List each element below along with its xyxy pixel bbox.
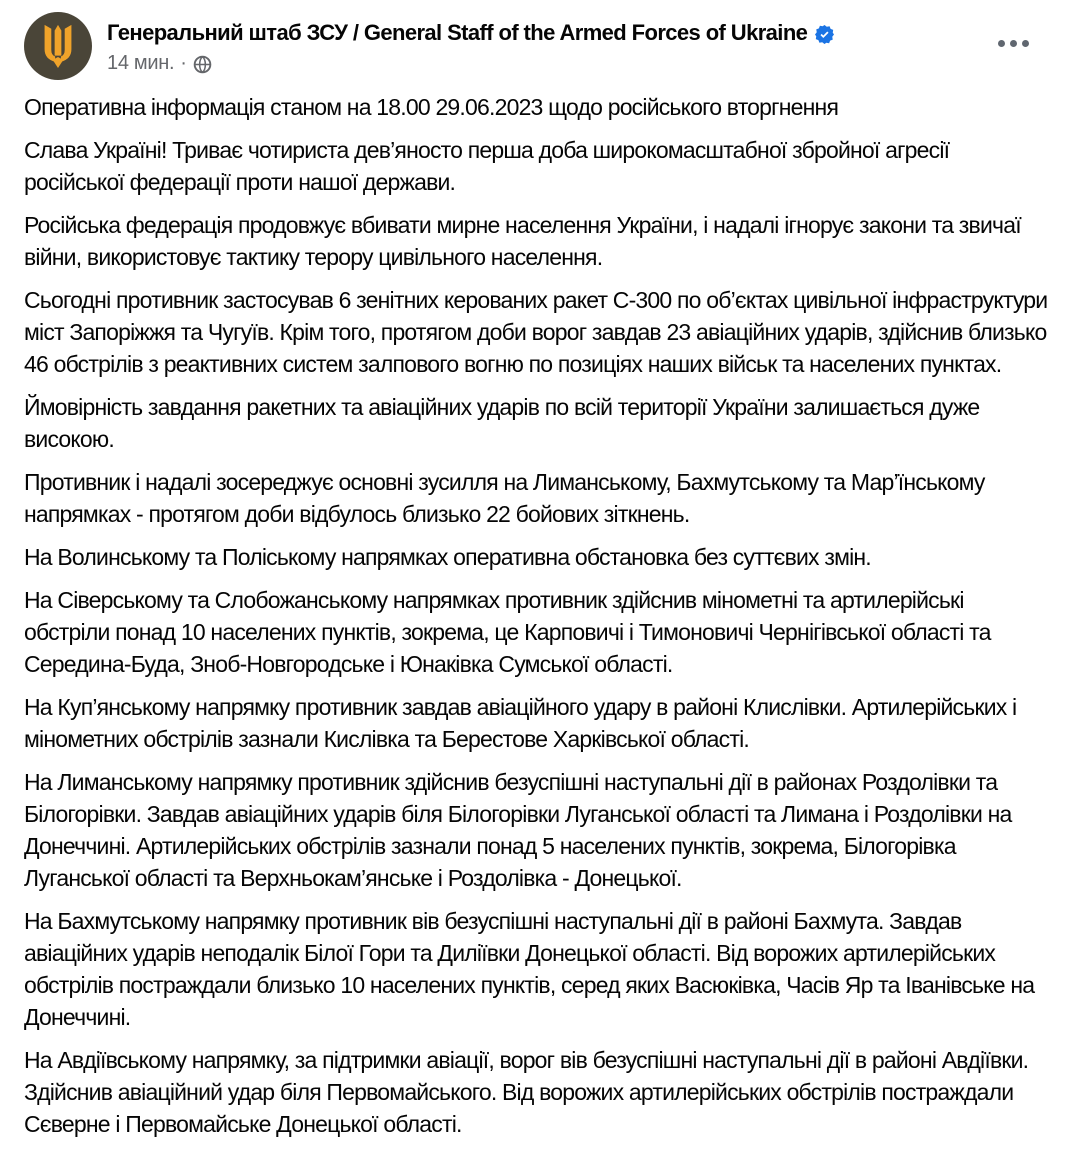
post-paragraph: Сьогодні противник застосував 6 зенітних керованих ракет С-300 по об’єктах цивільної інфраструктури міст Запоріжжя та Чугуїв. Крім того, протягом доби ворог завдав 23 авіаційних ударів, здійснив близько 46 обстрілів з реактивних систем залпового вогню по позиціях наших військ та населених пунктах.: [24, 287, 1048, 377]
more-dot: [998, 40, 1005, 47]
post-paragraph: На Авдіївському напрямку, за підтримки авіації, ворог вів безуспішні наступальні дії в районі Авдіївки. Здійснив авіаційний удар біля Первомайського. Від ворожих артилерійських обстрілів постраждали Сєверне і Первомайське Донецької області.: [24, 1047, 1029, 1137]
post-paragraph: На Бахмутському напрямку противник вів безуспішні наступальні дії в районі Бахмута. Завдав авіаційних ударів неподалік Білої Гори та Диліївки Донецької області. Від ворожих артилерійських обстрілів постраждали близько 10 населених пунктів, серед яких Васюківка, Часів Яр та Іванівське на Донеччині.: [24, 908, 1035, 1030]
post-meta: [107, 52, 834, 75]
post-text: [0, 80, 1073, 1140]
post-paragraph: На Сіверському та Слобожанському напрямках противник здійснив мінометні та артилерійські обстріли понад 10 населених пунктів, зокрема, це Карповичі і Тимоновичі Чернігівської області та Середина-Буда, Зноб-Новгородське і Юнаківка Сумської області.: [24, 587, 991, 677]
trident-icon: [35, 21, 81, 71]
page-name-link[interactable]: Генеральний штаб ЗСУ / General Staff of the Armed Forces of Ukraine: [107, 20, 808, 45]
post-paragraph: Російська федерація продовжує вбивати мирне населення України, і надалі ігнорує закони та звичаї війни, використовує тактику терору цивільного населення.: [24, 212, 1021, 270]
post-paragraph: На Куп’янському напрямку противник завдав авіаційного удару в районі Клислівки. Артилерійських і мінометних обстрілів зазнали Кислівка та Берестове Харківської області.: [24, 694, 1017, 752]
post-paragraph: Ймовірність завдання ракетних та авіаційних ударів по всій території України залишається дуже високою.: [24, 394, 980, 452]
globe-icon: [193, 55, 212, 74]
post-paragraph: На Лиманському напрямку противник здійснив безуспішні наступальні дії в районах Роздолівки та Білогорівки. Завдав авіаційних ударів біля Білогорівки Луганської області та Лимана і Роздолівки на Донеччині. Артилерійських обстрілів зазнали понад 5 населених пунктів, зокрема, Білогорівка Луганської області та Верхньокам’янське і Роздолівка - Донецької.: [24, 769, 1012, 891]
more-dot: [1022, 40, 1029, 47]
meta-separator: ·: [180, 52, 187, 74]
post-paragraph: Противник і надалі зосереджує основні зусилля на Лиманському, Бахмутському та Мар’їнському напрямках - протягом доби відбулось близько 22 бойових зіткнень.: [24, 469, 985, 527]
avatar[interactable]: [24, 12, 92, 80]
timestamp[interactable]: 14 мин.: [107, 52, 175, 74]
more-dot: [1010, 40, 1017, 47]
verified-badge-icon: [815, 25, 834, 44]
post-paragraph: Слава Україні! Триває чотириста дев’яносто перша доба широкомасштабної збройної агресії російської федерації проти нашої держави.: [24, 137, 950, 195]
name-row: [107, 19, 834, 47]
post-paragraph: На Волинському та Поліському напрямках оперативна обстановка без суттєвих змін.: [24, 544, 871, 570]
header-info: [107, 12, 834, 75]
more-options-button[interactable]: [992, 34, 1035, 53]
post-header: [0, 0, 1073, 80]
post-paragraph: Оперативна інформація станом на 18.00 29.06.2023 щодо російського вторгнення: [24, 94, 839, 120]
